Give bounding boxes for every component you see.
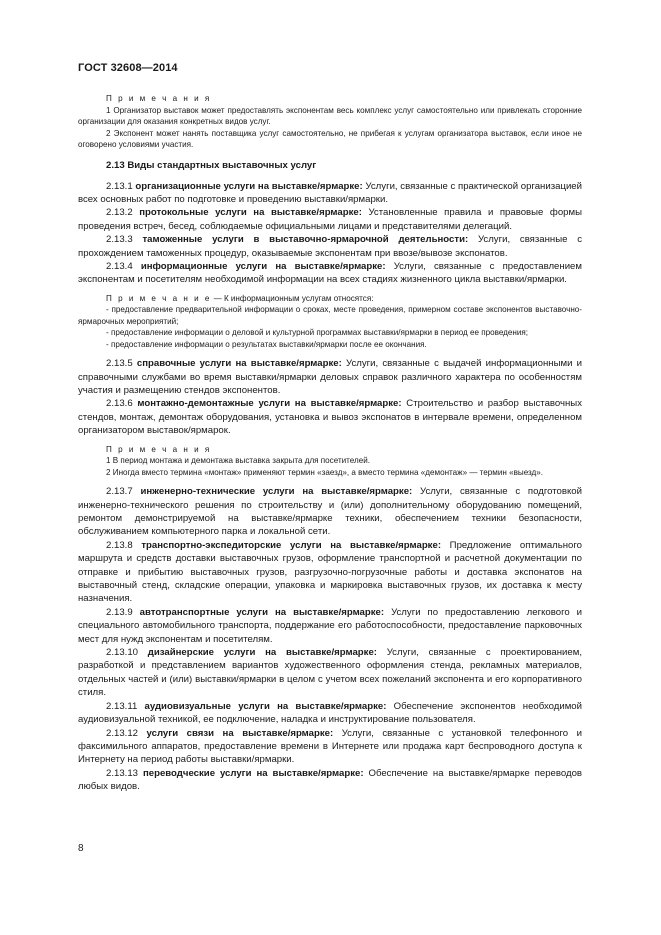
note-item: 2 Иногда вместо термина «монтаж» применяют термин «заезд», а вместо термина «демонтаж» — термин «выезд». bbox=[106, 467, 544, 477]
clause-text: Строительство и разбор выставочных стендов, монтаж, демонтаж оборудования, установка и вывоз экспонатов в интервале времени, определенном организатором выставок/ярмарок. bbox=[78, 398, 583, 437]
clause-number: 2.13.9 bbox=[106, 606, 133, 618]
clause-number: 2.13.2 bbox=[106, 207, 133, 219]
clause bbox=[78, 539, 582, 606]
note-lead-text: — К информационным услугам относятся: bbox=[211, 293, 374, 303]
clause-term: транспортно-экспедиторские услуги на выставке/ярмарке: bbox=[141, 539, 442, 551]
section-title: 2.13 Виды стандартных выставочных услуг bbox=[106, 159, 317, 171]
note-item: - предоставление информации о результатах выставки/ярмарки после ее окончания. bbox=[106, 339, 427, 349]
notes-title: П р и м е ч а н и я bbox=[106, 94, 212, 103]
notes-block-3 bbox=[78, 444, 582, 479]
clause-text: Услуги, связанные с подготовкой инженерно-технического решения по строительству и (или) дополнительному оборудованию помещений, ремонтом демонстрируемой на выставке/ярмарке техники, обеспечением техники безопасности, обслуживанием компьютерного парка и локальной сети. bbox=[78, 486, 582, 538]
clause-number: 2.13.1 bbox=[106, 180, 133, 192]
note-item: 1 Организатор выставок может предоставлять экспонентам весь комплекс услуг самостоятельно или привлекать сторонние организации для оказания конкретных видов услуг. bbox=[78, 105, 582, 126]
clause-term: аудиовизуальные услуги на выставке/ярмарке: bbox=[144, 700, 387, 712]
clauses-group-c bbox=[78, 485, 582, 793]
notes-title: П р и м е ч а н и е bbox=[106, 293, 212, 303]
page-number: 8 bbox=[78, 843, 84, 854]
clause-text: Услуги, связанные с предоставлением экспонентам и посетителям необходимой информации на всех стадиях жизненного цикла выставки/ярмарки. bbox=[78, 260, 582, 286]
clause-text: Услуги, связанные с проектированием, разработкой и представлением вариантов художественного оформления стенда, рекламных материалов, отдельных частей и (или) выставки/ярмарки в целом с учетом всех пожеланий экспонента и его корпоративного стиля. bbox=[78, 647, 582, 699]
clause-number: 2.13.5 bbox=[106, 358, 133, 370]
clause-text: Услуги по предоставлению легкового и специального автомобильного транспорта, поддержание его работоспособности, предоставление парковочных мест для нужд экспонентам и посетителям. bbox=[78, 606, 583, 645]
clause-number: 2.13.12 bbox=[106, 727, 139, 739]
clause bbox=[78, 260, 582, 287]
clause-number: 2.13.3 bbox=[106, 234, 133, 246]
clause-text: Услуги, связанные с установкой телефонного и факсимильного аппаратов, предоставление времени в Интернете или продажа карт беспроводного доступа к Интернету на период работы выставки/ярмарки. bbox=[78, 727, 582, 766]
clause-number: 2.13.13 bbox=[106, 767, 139, 779]
clause-term: протокольные услуги на выставке/ярмарке: bbox=[139, 207, 362, 219]
clauses-group-b bbox=[78, 357, 582, 437]
clause-text: Обеспечение на выставке/ярмарке переводов любых видов. bbox=[78, 767, 583, 793]
notes-title: П р и м е ч а н и я bbox=[106, 444, 212, 454]
clause-term: таможенные услуги в выставочно-ярмарочной деятельности: bbox=[142, 234, 469, 246]
notes-block-1 bbox=[78, 93, 582, 151]
clause bbox=[78, 206, 582, 233]
clause-term: организационные услуги на выставке/ярмарке: bbox=[135, 180, 363, 192]
clause bbox=[78, 357, 582, 397]
clause-text: Услуги, связанные с прохождением таможенных процедур, оказываемые экспонентам при ввозе/вывозе экспонатов. bbox=[78, 234, 583, 259]
clause-number: 2.13.7 bbox=[106, 486, 133, 498]
note-item: - предоставление предварительной информации о сроках, месте проведения, примерном составе экспонентов выставочно-ярмарочных мероприятий; bbox=[78, 305, 582, 326]
note-lead bbox=[78, 293, 582, 305]
clause bbox=[78, 485, 582, 539]
page-header: ГОСТ 32608—2014 bbox=[78, 62, 178, 74]
clause bbox=[78, 397, 582, 437]
clause bbox=[78, 727, 582, 767]
note-item: 2 Экспонент может нанять поставщика услуг самостоятельно, не прибегая к услугам организатора выставок, если иное не оговорено условиями участия. bbox=[78, 128, 582, 149]
clause-number: 2.13.8 bbox=[106, 539, 133, 551]
clause bbox=[78, 646, 582, 700]
clause bbox=[78, 700, 582, 727]
clause-term: монтажно-демонтажные услуги на выставке/ярмарке: bbox=[137, 398, 402, 410]
clause-term: дизайнерские услуги на выставке/ярмарке: bbox=[147, 647, 377, 659]
clause-number: 2.13.10 bbox=[106, 647, 139, 659]
clause-term: услуги связи на выставке/ярмарке: bbox=[146, 727, 334, 739]
clause-text: Услуги, связанные с практической организацией всех основных работ по подготовке и проведению выставки/ярмарки. bbox=[78, 180, 582, 205]
clauses-group-a bbox=[78, 180, 582, 287]
clause-text: Установленные правила и правовые формы проведения встреч, бесед, соблюдаемые официальными лицами и представителями делегаций. bbox=[78, 207, 582, 232]
clause-term: информационные услуги на выставке/ярмарке: bbox=[140, 260, 386, 272]
clause-number: 2.13.6 bbox=[106, 398, 133, 410]
note-item: 1 В период монтажа и демонтажа выставка закрыта для посетителей. bbox=[106, 456, 371, 466]
notes-block-2 bbox=[78, 293, 582, 351]
note-item: - предоставление информации о деловой и культурной программах выставки/ярмарки в период ее проведения; bbox=[106, 328, 529, 338]
clause-term: справочные услуги на выставке/ярмарке: bbox=[136, 358, 342, 370]
clause bbox=[78, 180, 582, 207]
clause bbox=[78, 767, 582, 794]
clause-term: переводческие услуги на выставке/ярмарке: bbox=[142, 767, 364, 779]
clause-number: 2.13.11 bbox=[106, 700, 138, 712]
clause-text: Обеспечение экспонентов необходимой аудиовизуальной техникой, ее подключение, наладка и инструктирование пользователя. bbox=[78, 700, 583, 726]
page-content bbox=[78, 93, 582, 794]
clause-term: автотранспортные услуги на выставке/ярмарке: bbox=[139, 606, 385, 618]
clause bbox=[78, 606, 582, 646]
clause-text: Услуги, связанные с выдачей информационными и справочными службами во время выставки/ярмарки деловых справок различного характера по особенностям участия и размещению стендов экспонентов. bbox=[78, 358, 582, 397]
clause-text: Предложение оптимального маршрута и средств доставки выставочных грузов, оформление транспортной и расчетной документации по отправке и прибытию выставочных грузов, разгрузочно-погрузочные работы и доставка экспонатов на выставочный стенд, складские операции, упаковка и маркировка выставочных грузов, их доставка к месту назначения. bbox=[78, 539, 583, 605]
clause-term: инженерно-технические услуги на выставке/ярмарке: bbox=[140, 486, 413, 498]
clause bbox=[78, 233, 582, 260]
clause-number: 2.13.4 bbox=[106, 260, 133, 272]
